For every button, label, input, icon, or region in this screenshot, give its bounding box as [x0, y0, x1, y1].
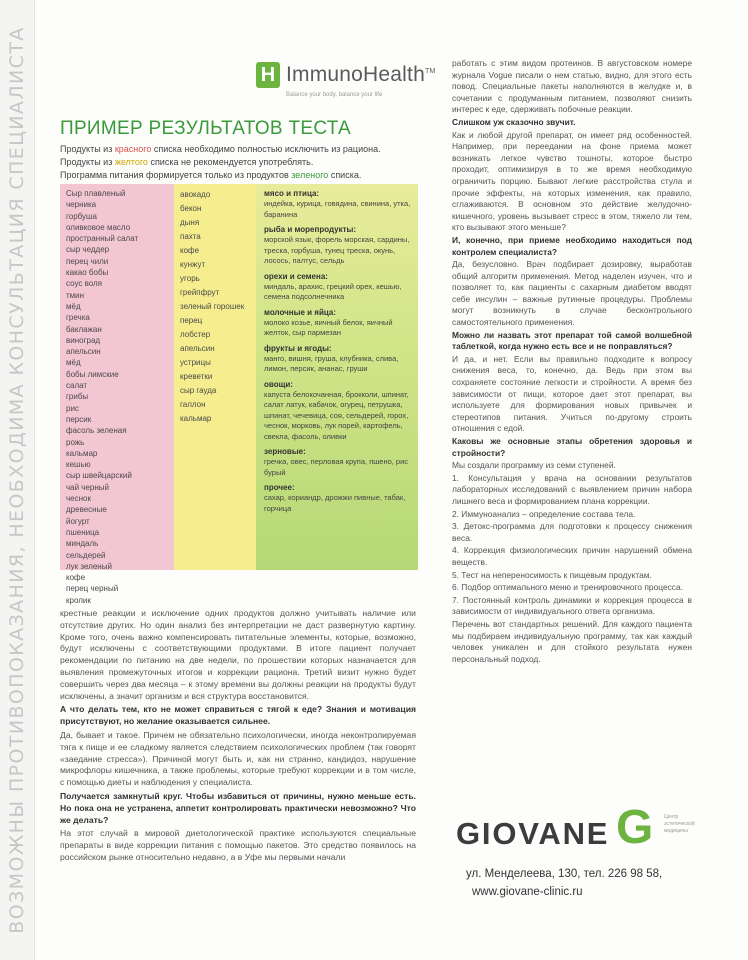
intro-1-pre: Продукты из [60, 144, 115, 154]
yellow-list-item: зеленый горошек [180, 302, 245, 311]
green-group-heading: мясо и птица: [264, 189, 320, 198]
green-group-heading: зерновые: [264, 447, 306, 456]
interview-paragraph: крестные реакции и исключение одних продуктов должно учитывать наличие или отсутствие других. Но один анализ без интерпретации не даст развернутую картину. Кроме того, очень важно компенсировать питательные элементы, которые, возможно, будут исключены с соответствующими продуктами. В итоге пациент получает рекомендации по питанию на две недели, по прошествии которых назначается для выявления промежуточных итогов и коррекции рациона. Третий визит нужно будет совершить через два месяца – к этому времени вы должны реакции на продукты будут исключены, а значит организм и вся структура восстановится. [60, 608, 416, 701]
left-article-text [60, 608, 416, 866]
red-list-item: перец черный [66, 584, 119, 594]
yellow-list-item: перец [180, 316, 203, 325]
intro-3-post: списка. [328, 170, 362, 180]
logo-mark-icon: H [256, 62, 280, 88]
interview-question: И, конечно, при приеме необходимо находиться под контролем специалиста? [452, 234, 692, 257]
interview-paragraph: работать с этим видом протеинов. В августовском номере журнала Vogue писали о нем статью, видно, для этого есть повод. Специальные пакеты наполняются в желудке и, в сочетании с продуманным питанием, позволяют снизить интерес к еде, сдерживать побочные реакции. [452, 58, 692, 115]
red-list-item: кролик [66, 595, 91, 605]
interview-question: Можно ли назвать этот препарат той самой волшебной таблеткой, когда нужно есть все и не поправляться? [452, 329, 692, 352]
interview-paragraph: Перечень вот стандартных решений. Для каждого пациента мы подбираем индивидуальную программу, так как каждый человек уникален и для стойкого результата нужен персональный подход. [452, 618, 692, 664]
interview-question: Каковы же основные этапы обретения здоровья и стройности? [452, 436, 692, 458]
green-group-items: сахар, кориандр, дрожжи пивные, табак, горчица [264, 493, 406, 513]
side-banner [0, 0, 35, 960]
green-group-heading: овощи: [264, 379, 293, 389]
red-list-item: соус воля [66, 279, 103, 289]
yellow-list-item: устрицы [180, 358, 211, 367]
green-group-heading: фрукты и ягоды: [264, 343, 332, 353]
clinic-address: ул. Менделеева, 130, тел. 226 98 58, [466, 868, 663, 880]
green-group-items: морской язык, форель морская, сардины, треска, горбуша, тунец треска, окунь, лосось, палтус, сельдь [264, 235, 410, 265]
green-group [256, 267, 418, 303]
clinic-logo-g: G [616, 801, 654, 854]
red-list-item: фасоль зеленая [66, 426, 127, 436]
logo-name-text: ImmunoHealth [286, 63, 425, 86]
yellow-list-item: кальмар [180, 414, 212, 423]
yellow-list-column [174, 184, 256, 570]
logo-trademark: TM [424, 68, 436, 75]
interview-question: Получается замкнутый круг. Чтобы избавиться от причины, нужно меньше есть. Но пока она не устранена, аппетит контролировать практически невозможно? Что же делать? [60, 790, 416, 825]
red-list-item: чай черный [66, 482, 110, 492]
interview-paragraph: 2. Иммуноанализ – определение состава тела. [452, 508, 636, 519]
red-food-list [60, 184, 174, 606]
red-list-item: черника [66, 200, 97, 210]
intro-line-1 [60, 144, 381, 154]
interview-paragraph: Да, безусловно. Врач подбирает дозировку, выработав общий алгоритм применения. Метод наделен изучен, что и позволяет то, как пациенты с сахарным диабетом вводят себе инсулин – важные рутинные процедуры. Проблемы могут возникнуть в случае бесконтрольного самостоятельного применения. [452, 259, 692, 328]
page-title: ПРИМЕР РЕЗУЛЬТАТОВ ТЕСТА [60, 118, 351, 139]
green-group [256, 220, 418, 267]
red-list-item: виноград [66, 335, 101, 345]
green-group-items: гречка, овес, перловая крупа, пшено, рис бурый [264, 457, 409, 477]
interview-paragraph: Да, бывает и такое. Причем не обязательно психологически, иногда неконтролируемая тяга к пище и ее сладкому является следствием психологических проблем (так говорят «заедание стресса»). Причиной могут быть и, как ни странно, кандидоз, нарушение микрофлоры кишечника, а также проблемы, которые требуют коррекции и в том числе, с помощью диеты и наблюдения у специалиста. [60, 729, 416, 788]
interview-paragraph: Как и любой другой препарат, он имеет ряд особенностей. Например, при переедании на фоне приема может возникать легкое чувство тошноты, которое быстро проходит, оптимизируя в то же время необходимую ограничить порцию. Бывают легкие расстройства стула и прочие эффекты, на которых изменения, как правило, сглаживаются. В основном это действие желудочно-кишечного, уровень вызывает стресс в этом, тяжело ли тем, кто вызывают этого меньше? [452, 129, 692, 233]
red-list-item: лук зеленый [66, 561, 112, 571]
red-list-item: баклажан [66, 324, 102, 334]
red-list-item: сельдерей [66, 550, 106, 560]
interview-question: Слишком уж сказочно звучит. [452, 116, 576, 127]
red-list-item: миндаль [66, 539, 99, 549]
red-list-item: какао бобы [66, 268, 109, 278]
green-group-items: манго, вишня, груша, клубника, слива, лимон, персик, ананас, груши [264, 353, 399, 373]
yellow-list-item: апельсин [180, 344, 215, 353]
interview-paragraph: 6. Подбор оптимального меню и тренировочного процесса. [452, 582, 683, 593]
green-group-heading: рыба и морепродукты: [264, 225, 357, 234]
interview-paragraph: 5. Тест на непереносимость к пищевым продуктам. [452, 569, 652, 580]
green-group [256, 375, 418, 443]
green-group-heading: молочные и яйца: [264, 307, 336, 317]
intro-2-post: списка не рекомендуется употреблять. [147, 157, 314, 167]
intro-1-highlight: красного [114, 144, 152, 154]
green-group [256, 478, 418, 514]
green-group-items: капуста белокочанная, брокколи, шпинат, салат латук, кабачок, огурец, петрушка, шпинат, чечевица, соя, сельдерей, горох, чеснок, морковь, лук порей, картофель, свекла, фасоль, оливки [264, 389, 409, 441]
red-list-column [60, 184, 174, 605]
red-list-item: мёд [66, 358, 81, 368]
immunohealth-logo [246, 62, 436, 104]
yellow-list-item: пахта [180, 232, 201, 241]
red-list-item: тмин [66, 290, 85, 300]
red-list-item: сыр швейцарский [66, 471, 132, 481]
yellow-list-item: сыр гауда [180, 386, 217, 395]
interview-question: А что делать тем, кто не может справиться с тягой к еде? Знания и мотивация присутствуют, но желание оказывается сильнее. [60, 704, 416, 727]
red-list-item: чеснок [66, 494, 91, 504]
interview-paragraph: Мы создали программу из семи ступеней. [452, 460, 616, 471]
yellow-list-item: бекон [180, 204, 202, 213]
interview-paragraph: И да, и нет. Если вы правильно подходите к вопросу снижения веса, то, конечно, да. Ведь при этом вы сохраняете состояние легкости и стройности. А время без зависимости от пищи, которое дает этот препарат, вы используете для формирования новых привычек и стереотипов питания. Учиться по-другому строить отношения с едой. [452, 353, 692, 434]
yellow-food-list [174, 184, 256, 426]
interview-paragraph: 1. Консультация у врача на основании результатов лабораторных исследований с выявлением причин набора лишнего веса и формированием плана коррекции. [452, 472, 692, 506]
intro-3-pre: Программа питания формируется только из продуктов [60, 170, 292, 180]
yellow-list-item: угорь [180, 274, 200, 283]
interview-paragraph: 3. Детокс-программа для подготовки к процессу снижения веса. [452, 521, 692, 543]
red-list-item: персик [66, 414, 92, 424]
yellow-list-item: креветки [180, 372, 213, 381]
interview-paragraph: На этот случай в мировой диетологической практике используются специальные препараты в виде коррекции питания с помощью пакетов. Это средство появилось на российском рынке относительно недавно, а в Уфе мы первыми начали [60, 828, 416, 862]
yellow-list-item: дыня [180, 218, 200, 227]
yellow-list-item: кунжут [180, 260, 206, 269]
yellow-list-item: лобстер [180, 330, 211, 339]
intro-2-pre: Продукты из [60, 157, 115, 167]
red-list-item: грибы [66, 392, 89, 402]
red-list-item: пространный салат [66, 234, 139, 244]
red-list-item: кальмар [66, 448, 98, 458]
red-list-item: апельсин [66, 347, 101, 357]
logo-tagline: Balance your body, balance your life [286, 92, 383, 98]
intro-1-post: списка необходимо полностью исключить из рациона. [151, 144, 381, 154]
green-group [256, 303, 418, 339]
green-list-column [256, 184, 418, 570]
yellow-list-item: грейпфрут [180, 288, 220, 297]
logo-name [286, 63, 435, 87]
interview-paragraph: 7. Постоянный контроль динамики и коррекция процесса в зависимости от индивидуального ответа организма. [452, 594, 692, 617]
intro-2-highlight: желтого [114, 157, 148, 167]
intro-3-highlight: зеленого [291, 170, 329, 180]
red-list-item: салат [66, 381, 88, 391]
intro-line-2 [60, 157, 313, 167]
yellow-list-item: галлон [180, 400, 206, 409]
interview-paragraph: 4. Коррекция физиологических причин нарушений обмена веществ. [452, 545, 692, 567]
red-list-item: пшеница [66, 527, 100, 537]
yellow-list-item: кофе [180, 246, 200, 255]
red-list-item: мёд [66, 301, 81, 311]
clinic-name: GIOVANE [456, 816, 610, 851]
green-group-items: молоко козье, яичный белок, яичный желток, сыр пармезан [264, 317, 393, 337]
red-list-item: кофе [66, 573, 86, 583]
yellow-list-item: авокадо [180, 190, 211, 199]
red-list-item: древесные [66, 505, 107, 515]
clinic-website-link[interactable]: www.giovane-clinic.ru [472, 886, 583, 898]
green-group [256, 442, 418, 478]
red-list-item: оливковое масло [66, 222, 131, 232]
side-banner-text: ВОЗМОЖНЫ ПРОТИВОПОКАЗАНИЯ, НЕОБХОДИМА КОНСУЛЬТАЦИЯ СПЕЦИАЛИСТА [6, 26, 28, 934]
red-list-item: йогурт [66, 516, 90, 526]
red-list-item: рис [66, 403, 79, 413]
red-list-item: рожь [66, 437, 85, 447]
green-group-heading: прочее: [264, 483, 295, 492]
green-group [256, 339, 418, 375]
red-list-item: Сыр плавленый [66, 189, 126, 198]
green-group-items: миндаль, арахис, грецкий орех, кешью, семена подсолнечника [264, 281, 402, 301]
red-list-item: горбуша [66, 211, 97, 221]
intro-line-3 [60, 170, 361, 180]
red-list-item: перец чили [66, 256, 109, 266]
red-list-item: кешью [66, 460, 91, 470]
red-list-item: гречка [66, 313, 90, 323]
green-group-heading: орехи и семена: [264, 271, 328, 281]
red-list-item: сыр чеддер [66, 245, 110, 255]
right-article-text [452, 58, 692, 666]
clinic-subtitle: Центр эстетической медицины [664, 814, 695, 834]
red-list-item: бобы лимские [66, 369, 119, 379]
green-group [256, 184, 418, 220]
green-group-items: индейка, курица, говядина, свинина, утка, баранина [264, 199, 411, 219]
